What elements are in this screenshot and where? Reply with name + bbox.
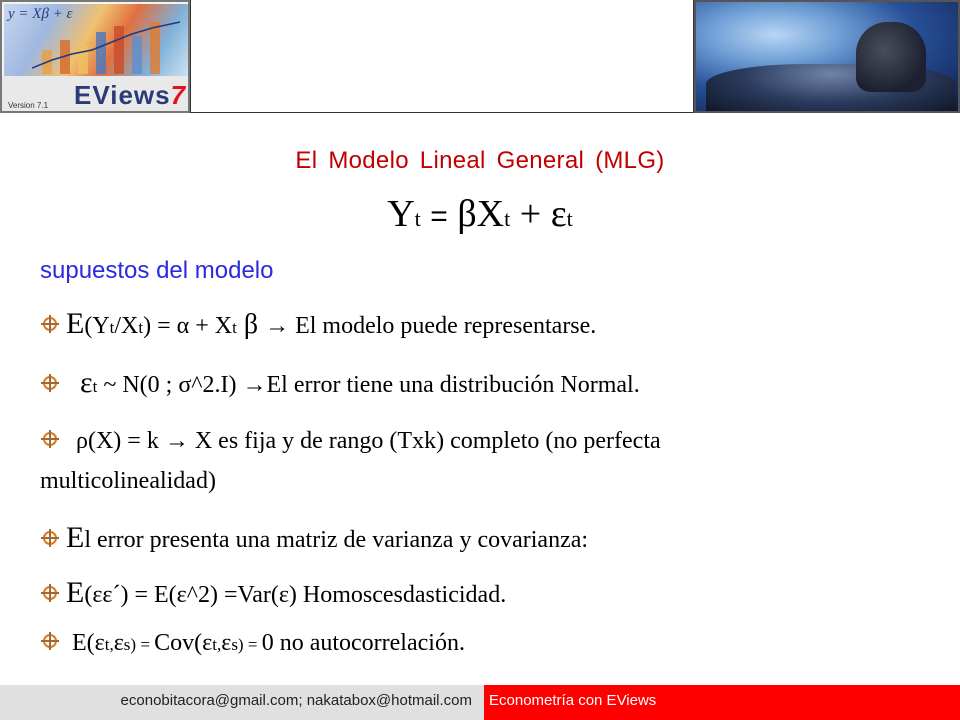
- a6-eps4: ε: [221, 630, 232, 656]
- header-blank-panel: [190, 0, 694, 113]
- eq-y-sub: t: [414, 206, 421, 231]
- a6-text3: 0 no autocorrelación.: [261, 630, 465, 656]
- a6-eps3: ε: [202, 630, 213, 656]
- a6-sub1: t,: [104, 635, 114, 654]
- assumption-2: [40, 366, 640, 400]
- mythic-figure-icon: [856, 22, 926, 92]
- a1-close: ): [143, 313, 152, 339]
- a5-E: E: [66, 576, 85, 609]
- logo-equation: y = Xβ + ε: [8, 6, 73, 22]
- crosshair-bullet-icon: [40, 314, 60, 334]
- footer-tag: Econometría con EViews: [489, 692, 657, 709]
- eq-epsilon: ε: [550, 193, 567, 235]
- page-title: El Modelo Lineal General (MLG): [295, 147, 665, 174]
- a6-sub4: s) =: [231, 635, 262, 654]
- a3-text: ρ(X) = k → X es fija y de rango (Txk) completo (no perfecta: [76, 428, 661, 454]
- eq-x: X: [476, 193, 505, 235]
- a2-sub: t: [92, 377, 98, 396]
- main-equation: [0, 192, 960, 236]
- eq-equals: =: [430, 200, 448, 233]
- assumption-3: [40, 428, 661, 455]
- eq-y: Y: [387, 193, 415, 235]
- a1-sub1: t: [109, 318, 115, 337]
- a5-arg: (εε´): [84, 582, 129, 608]
- a1-beta: β: [236, 309, 266, 340]
- eviews-logo-image: [0, 0, 190, 113]
- a1-E: E: [66, 307, 85, 340]
- night-sky-image: [694, 0, 960, 113]
- assumption-3-continuation: multicolinealidad): [40, 468, 216, 494]
- a2-text: ~ N(0 ; σ^2.I) →El error tiene una distribución Normal.: [97, 372, 640, 398]
- a1-rest-sub: t: [232, 318, 237, 337]
- crosshair-bullet-icon: [40, 528, 60, 548]
- eq-x-sub: t: [504, 206, 511, 231]
- crosshair-bullet-icon: [40, 373, 60, 393]
- footer-emails: econobitacora@gmail.com; nakatabox@hotmail.com: [120, 692, 472, 709]
- a6-eps2: ε: [113, 630, 124, 656]
- a6-text2: Cov(: [154, 630, 203, 656]
- a6-sub2: s) =: [123, 635, 155, 654]
- section-label: supuestos del modelo: [40, 257, 274, 284]
- eq-epsilon-sub: t: [566, 206, 573, 231]
- a1-rest2: → El modelo puede representarse.: [265, 313, 597, 339]
- a6-sub3: t,: [212, 635, 222, 654]
- a1-sub2: t: [138, 318, 144, 337]
- assumption-1: [40, 307, 596, 341]
- a1-slash: /X: [114, 313, 139, 339]
- eviews-wordmark: [74, 80, 186, 111]
- a6-eps1: ε: [94, 630, 105, 656]
- a1-rest1: = α + X: [151, 313, 233, 339]
- version-badge: 7: [170, 80, 187, 110]
- crosshair-bullet-icon: [40, 631, 60, 651]
- assumption-4: [40, 521, 588, 555]
- logo-bar-chart-graphic: [32, 20, 182, 74]
- assumption-6: [40, 630, 465, 657]
- assumption-5: [40, 576, 506, 610]
- a4-E: E: [66, 521, 85, 554]
- brand-name: EViews: [74, 80, 171, 110]
- a4-text: l error presenta una matriz de varianza y covarianza:: [84, 527, 589, 553]
- eq-beta: β: [457, 193, 477, 235]
- a2-epsilon: ε: [80, 366, 93, 399]
- a5-text: = E(ε^2) =Var(ε) Homoscesdasticidad.: [128, 582, 507, 608]
- logo-version-text: Version 7.1: [8, 101, 49, 110]
- crosshair-bullet-icon: [40, 583, 60, 603]
- crosshair-bullet-icon: [40, 429, 60, 449]
- a1-arg: (Y: [84, 313, 110, 339]
- a6-text1: E(: [72, 630, 95, 656]
- eq-plus: +: [519, 193, 542, 235]
